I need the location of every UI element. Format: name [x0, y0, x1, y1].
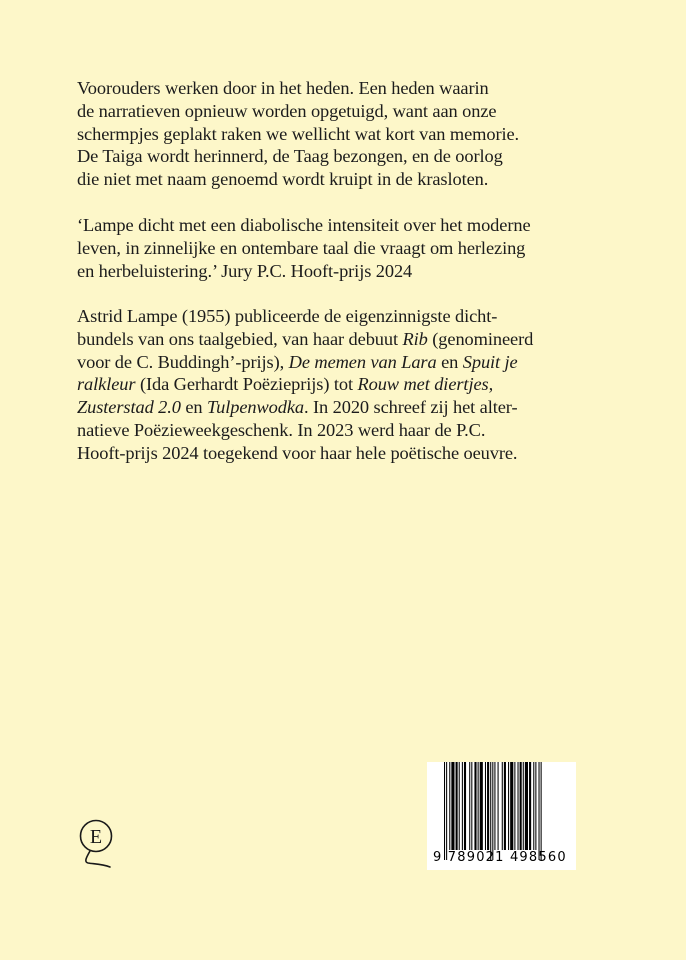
book-title: ralkleur [77, 374, 136, 395]
text-line: bundels van ons taalgebied, van haar debuut Rib (genomineerd [77, 328, 534, 349]
book-title: Tulpenwodka [207, 397, 305, 418]
text-line: ralkleur (Ida Gerhardt Poëzieprijs) tot Rouw met diertjes, [77, 374, 494, 395]
text-line: De Taiga wordt herinnerd, de Taag bezongen, en de oorlog [77, 146, 503, 167]
author-bio-paragraph [77, 305, 637, 465]
text-line: voor de C. Buddingh’-prijs), De memen van Lara en Spuit je [77, 351, 518, 372]
text-line: en herbeluistering.’ Jury P.C. Hooft-prijs 2024 [77, 260, 413, 281]
text-line: ‘Lampe dicht met een diabolische intensiteit over het moderne [77, 215, 531, 235]
book-title: Rib [402, 328, 428, 349]
book-title: Rouw met diertjes, [357, 374, 494, 395]
logo-letter: E [89, 826, 103, 848]
text-line: Zusterstad 2.0 en Tulpenwodka. In 2020 schreef zij het alter- [77, 397, 518, 418]
text-line: natieve Poëzieweekgeschenk. In 2023 werd haar de P.C. [77, 419, 486, 440]
text-line: leven, in zinnelijke en ontembare taal die vraagt om herlezing [77, 237, 526, 258]
isbn-number: 9 789021 498560 [433, 850, 567, 865]
isbn-barcode [427, 762, 576, 870]
text-line: Astrid Lampe (1955) publiceerde de eigenzinnigste dicht- [77, 306, 498, 326]
text-line: Voorouders werken door in het heden. Een heden waarin [77, 78, 489, 98]
book-title: De memen van Lara [288, 351, 437, 372]
book-title: Spuit je [462, 351, 518, 372]
publisher-logo-q-e-icon [78, 818, 118, 874]
jury-quote-paragraph [77, 214, 637, 282]
book-title: Zusterstad 2.0 [77, 397, 181, 418]
blurb-paragraph [77, 77, 637, 191]
text-line: die niet met naam genoemd wordt kruipt in de krasloten. [77, 169, 489, 190]
text-line: Hooft-prijs 2024 toegekend voor haar hele poëtische oeuvre. [77, 442, 518, 463]
text-line: de narratieven opnieuw worden opgetuigd, want aan onze [77, 100, 497, 121]
text-line: schermpjes geplakt raken we wellicht wat kort van memorie. [77, 123, 520, 144]
